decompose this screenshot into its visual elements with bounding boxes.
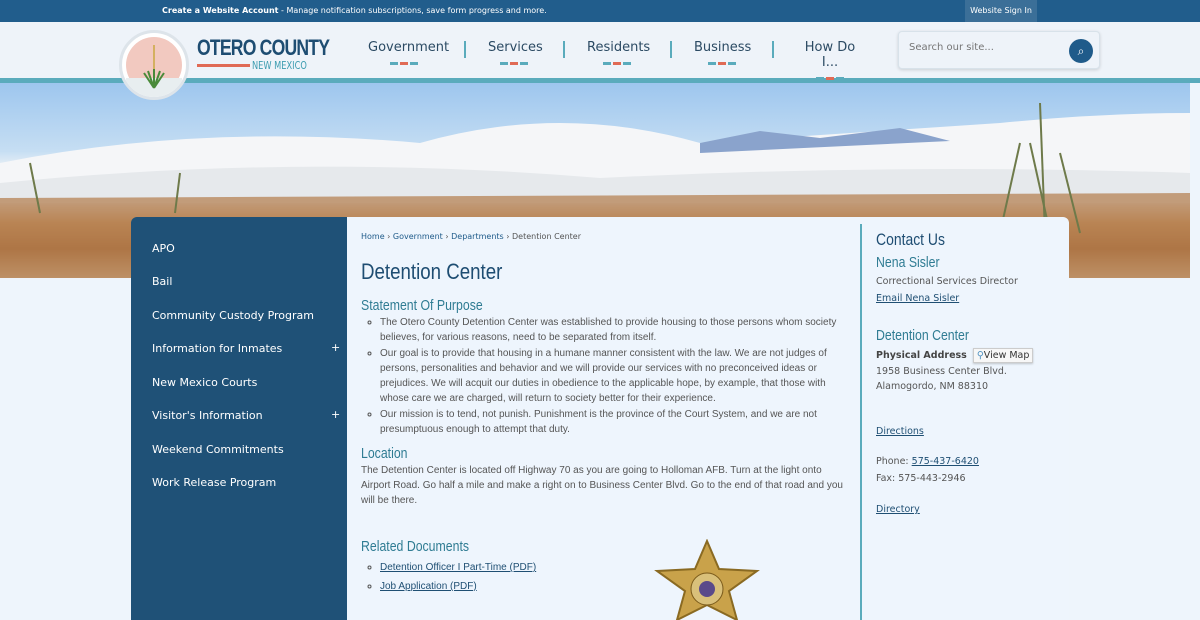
nav-label: Government bbox=[368, 40, 450, 55]
nav-dash bbox=[587, 62, 647, 65]
search-input[interactable] bbox=[909, 42, 1059, 53]
website-sign-in-button[interactable]: Website Sign In bbox=[965, 0, 1037, 22]
expand-icon[interactable]: + bbox=[331, 408, 341, 421]
breadcrumb: Home › Government › Departments › Detention Center bbox=[361, 232, 581, 241]
sidebar-item-visitors-information[interactable]: Visitor's Information bbox=[152, 409, 263, 422]
sidebar-nav bbox=[131, 217, 347, 620]
document-link[interactable]: Detention Officer I Part-Time (PDF) bbox=[380, 562, 537, 573]
sidebar-item-bail[interactable]: Bail bbox=[152, 275, 173, 288]
breadcrumb-departments[interactable]: Departments bbox=[451, 232, 504, 241]
contact-name: Nena Sisler bbox=[876, 254, 940, 271]
location-text: The Detention Center is located off Highway 70 as you are going to Holloman AFB. Turn at the light onto Airport Road. Go half a mile and make a right on to Business Center Blvd. Go to the end of that road and you will be there. bbox=[361, 465, 843, 506]
address-line-1: 1958 Business Center Blvd. bbox=[876, 366, 1007, 377]
directions-link[interactable]: Directions bbox=[876, 426, 924, 437]
nav-label: How Do I... bbox=[804, 40, 856, 70]
top-bar bbox=[0, 0, 1200, 22]
page-title: Detention Center bbox=[361, 259, 503, 284]
create-account-link[interactable]: Create a Website Account - Manage notification subscriptions, save form progress and more. bbox=[162, 6, 547, 15]
sidebar-item-apo[interactable]: APO bbox=[152, 242, 175, 255]
logo-title[interactable]: OTERO COUNTY bbox=[197, 35, 330, 60]
logo-subtitle: NEW MEXICO bbox=[252, 59, 307, 72]
nav-services[interactable] bbox=[488, 40, 543, 65]
breadcrumb-current: Detention Center bbox=[511, 232, 581, 241]
sidebar-item-information-for-inmates[interactable]: Information for Inmates bbox=[152, 342, 283, 355]
contact-title: Correctional Services Director bbox=[876, 276, 1018, 287]
map-pin-icon: ⚲ bbox=[976, 350, 984, 361]
expand-icon[interactable]: + bbox=[331, 341, 341, 354]
purpose-heading: Statement Of Purpose bbox=[361, 297, 483, 314]
document-link[interactable]: Job Application (PDF) bbox=[380, 581, 477, 592]
sidebar-item-work-release[interactable]: Work Release Program bbox=[152, 476, 277, 489]
nav-business[interactable] bbox=[694, 40, 750, 65]
contact-heading: Contact Us bbox=[876, 230, 945, 249]
phone: Phone: 575-437-6420 bbox=[876, 456, 979, 467]
list-item: ◦ Our mission is to tend, not punish. Punishment is the province of the Court System, and we are not presumptuous enough to attempt that duty. bbox=[380, 407, 847, 437]
nav-residents[interactable] bbox=[587, 40, 651, 65]
location-heading: Location bbox=[361, 445, 408, 462]
nav-divider bbox=[670, 41, 672, 58]
breadcrumb-home[interactable]: Home bbox=[361, 232, 385, 241]
sidebar-item-nm-courts[interactable]: New Mexico Courts bbox=[152, 376, 258, 389]
sheriff-badge-image bbox=[647, 539, 767, 620]
sidebar-item-weekend-commitments[interactable]: Weekend Commitments bbox=[152, 443, 284, 456]
view-map-button[interactable]: ⚲View Map bbox=[973, 348, 1034, 363]
nav-dash bbox=[488, 62, 540, 65]
purpose-list bbox=[361, 315, 847, 437]
yucca-icon bbox=[122, 33, 186, 97]
main-content bbox=[347, 217, 860, 620]
nav-dash bbox=[368, 62, 440, 65]
list-item: ◦ Our goal is to provide that housing in a humane manner consistent with the law. We are not judges of persons, personalities and behavior and we will provide our services with no preconceived ideas or prejudices. We will acquit our duties in obedience to the applicable hope, by example, that those with whose care we are charged, will return to society better for their experience. bbox=[380, 346, 847, 406]
department-heading: Detention Center bbox=[876, 327, 969, 344]
nav-divider bbox=[772, 41, 774, 58]
nav-divider bbox=[464, 41, 466, 58]
directory-link[interactable]: Directory bbox=[876, 504, 920, 515]
related-documents-heading: Related Documents bbox=[361, 538, 470, 555]
search-icon[interactable]: ⌕ bbox=[1069, 39, 1093, 63]
nav-dash bbox=[798, 77, 862, 80]
nav-label: Residents bbox=[587, 40, 651, 55]
documents-list bbox=[361, 560, 611, 594]
nav-divider bbox=[563, 41, 565, 58]
nav-how-do-i[interactable] bbox=[798, 40, 862, 80]
nav-dash bbox=[694, 62, 750, 65]
list-item: ◦ The Otero County Detention Center was established to provide housing to those persons whom society believes, for various reasons, need to be separated from itself. bbox=[380, 315, 847, 345]
address-line-2: Alamogordo, NM 88310 bbox=[876, 381, 989, 392]
email-link[interactable]: Email Nena Sisler bbox=[876, 293, 960, 304]
nav-label: Services bbox=[488, 40, 543, 55]
fax: Fax: 575-443-2946 bbox=[876, 473, 966, 484]
sidebar-item-community-custody[interactable]: Community Custody Program bbox=[152, 309, 314, 322]
logo-divider bbox=[197, 64, 250, 67]
search-box bbox=[898, 31, 1100, 69]
contact-panel bbox=[860, 224, 1069, 620]
nav-label: Business bbox=[694, 40, 752, 55]
county-seal-logo[interactable] bbox=[119, 30, 189, 100]
breadcrumb-government[interactable]: Government bbox=[392, 232, 443, 241]
phone-link[interactable]: 575-437-6420 bbox=[911, 456, 979, 467]
address-label: Physical Address bbox=[876, 350, 967, 361]
nav-government[interactable] bbox=[368, 40, 450, 65]
